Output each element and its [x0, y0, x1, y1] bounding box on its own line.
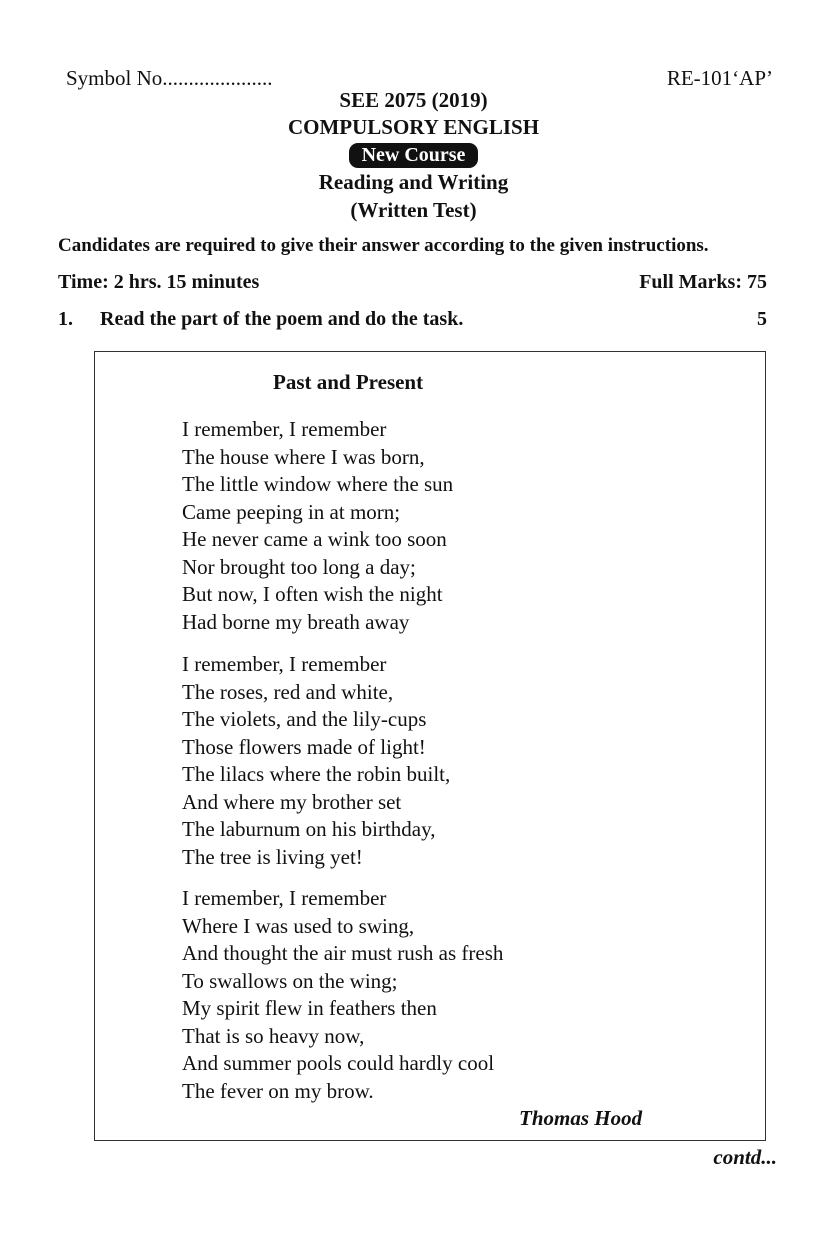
poem-line: And summer pools could hardly cool — [182, 1051, 495, 1075]
paper-code: RE-101‘AP’ — [666, 66, 773, 90]
poem-line: The lilacs where the robin built, — [182, 762, 451, 786]
poem-line: Nor brought too long a day; — [182, 554, 416, 579]
poem-line: I remember, I remember — [182, 652, 387, 676]
poem-line: The house where I was born, — [182, 444, 425, 469]
poem-line: The roses, red and white, — [182, 679, 394, 704]
poem-line: The fever on my brow. — [182, 1078, 374, 1103]
symbol-number: Symbol No..................... — [66, 66, 273, 90]
poem-box — [94, 351, 766, 1141]
poem-line: The tree is living yet! — [182, 844, 363, 869]
poem-line: Those flowers made of light! — [182, 734, 426, 759]
question-number: 1. — [58, 308, 73, 330]
poem-stanza-2 — [182, 651, 450, 871]
poem-author: Thomas Hood — [519, 1106, 643, 1130]
continued-note: contd... — [713, 1145, 777, 1169]
poem-line: That is so heavy now, — [182, 1023, 365, 1048]
subject-title: COMPULSORY ENGLISH — [287, 115, 540, 139]
poem-line: He never came a wink too soon — [182, 527, 447, 551]
poem-line: And where my brother set — [182, 789, 402, 814]
poem-line: To swallows on the wing; — [182, 968, 398, 993]
question-marks: 5 — [757, 308, 767, 330]
question-text: Read the part of the poem and do the task. — [100, 308, 464, 330]
poem-line: Where I was used to swing, — [182, 913, 415, 938]
poem-stanza-3 — [182, 885, 503, 1105]
poem-line: But now, I often wish the night — [182, 582, 443, 606]
instructions: Candidates are required to give their answer according to the given instructions. — [58, 235, 709, 256]
poem-line: I remember, I remember — [182, 886, 387, 910]
course-badge-wrapper — [0, 143, 827, 168]
full-marks: Full Marks: 75 — [639, 271, 767, 293]
exam-title: SEE 2075 (2019) — [339, 88, 488, 112]
area-title: Reading and Writing — [318, 170, 509, 194]
time-allowed: Time: 2 hrs. 15 minutes — [58, 271, 260, 293]
poem-line: I remember, I remember — [182, 417, 387, 441]
poem-title: Past and Present — [273, 370, 424, 394]
poem-line: And thought the air must rush as fresh — [182, 941, 504, 965]
poem-stanza-1 — [182, 416, 453, 636]
course-badge: New Course — [349, 143, 479, 168]
poem-line: The violets, and the lily-cups — [182, 707, 427, 731]
test-type: (Written Test) — [350, 198, 477, 222]
poem-line: The laburnum on his birthday, — [182, 817, 436, 841]
poem-line: Had borne my breath away — [182, 609, 410, 634]
poem-line: Came peeping in at morn; — [182, 499, 401, 524]
poem-line: My spirit flew in feathers then — [182, 996, 437, 1020]
poem-line: The little window where the sun — [182, 472, 454, 496]
